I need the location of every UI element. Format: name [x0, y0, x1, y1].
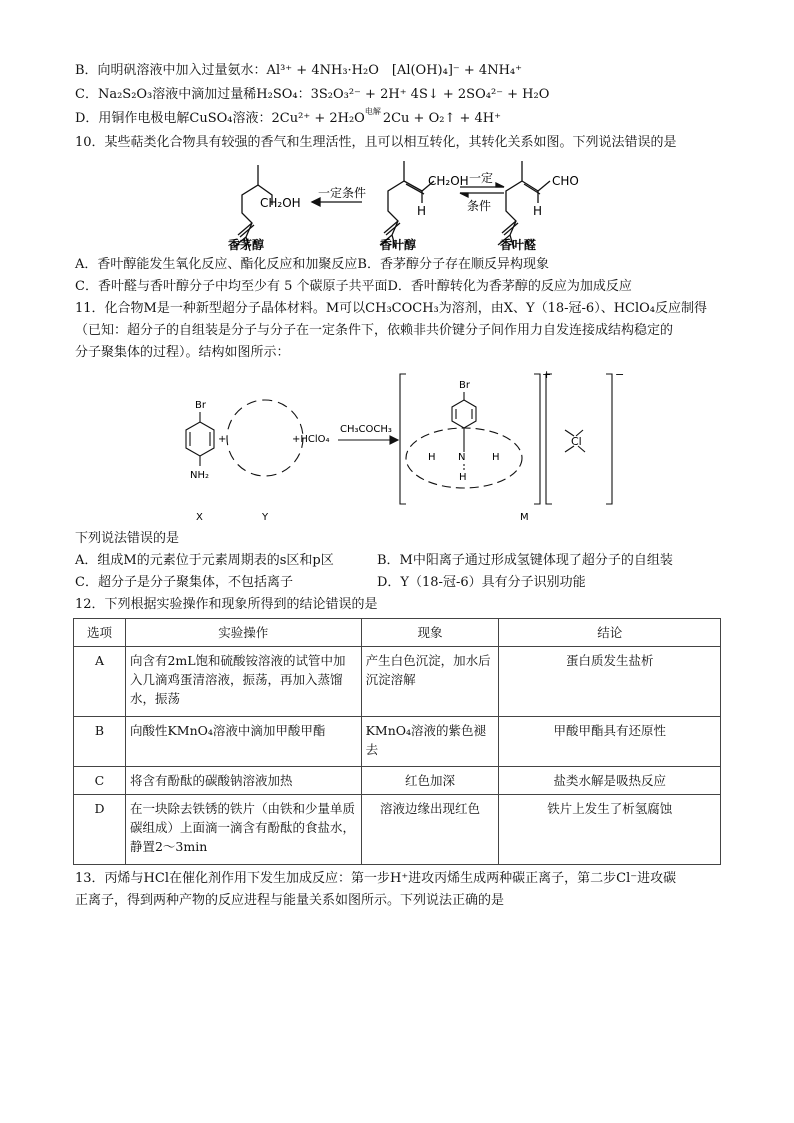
perchlorate-cl: Cl	[571, 435, 582, 448]
m-br: Br	[459, 380, 470, 391]
q11-question: 下列说法错误的是	[75, 531, 180, 546]
header-phenomenon: 现象	[361, 619, 499, 647]
header-conclusion: 结论	[499, 619, 721, 647]
geraniol-h: H	[417, 204, 427, 218]
q10-stem: 10．某些萜类化合物具有较强的香气和生理活性，且可以相互转化，其转化关系如图。下列说法错误的是	[75, 135, 677, 150]
row-conclusion: 蛋白质发生盐析	[499, 647, 721, 717]
row-operation: 将含有酚酞的碳酸钠溶液加热	[125, 767, 361, 795]
cation-charge: +	[542, 370, 552, 381]
label-y: Y	[262, 512, 269, 523]
q12-experiment-table	[73, 618, 721, 865]
table-row	[74, 647, 721, 717]
q9-option-d	[75, 107, 501, 128]
row-operation: 在一块除去铁锈的铁片（由铁和少量单质碳组成）上面滴一滴含有酚酞的食盐水，静置2～3min	[125, 795, 361, 865]
q9-option-d-left: D．用铜作电极电解CuSO₄溶液：2Cu²⁺ + 2H₂O	[75, 111, 365, 126]
row-phenomenon: 红色加深	[361, 767, 499, 795]
table-row	[74, 767, 721, 795]
table-row	[74, 717, 721, 767]
row-conclusion: 铁片上发生了析氢腐蚀	[499, 795, 721, 865]
q10-terpene-figure	[220, 155, 620, 255]
m-n: N	[458, 452, 466, 463]
row-conclusion: 甲酸甲酯具有还原性	[499, 717, 721, 767]
q11-option-b: B．M中阳离子通过形成氢键体现了超分子的自组装	[377, 553, 673, 568]
label-x: X	[196, 512, 203, 523]
q10-option-c: C．香叶醛与香叶醇分子中均至少有 5 个碳原子共平面	[75, 279, 388, 294]
q9-option-c: C．Na₂S₂O₃溶液中滴加过量稀H₂SO₄：3S₂O₃²⁻ + 2H⁺ 4S↓ + 2SO₄²⁻ + H₂O	[75, 87, 550, 102]
q10-options-cd	[75, 278, 632, 296]
x-nh2: NH₂	[190, 470, 210, 481]
q12-stem: 12．下列根据实验操作和现象所得到的结论错误的是	[75, 597, 378, 612]
q11-stem-line3: 分子聚集体的过程）。结构如图所示：	[75, 345, 290, 360]
m-h-left: H	[428, 452, 436, 463]
row-phenomenon: 产生白色沉淀，加水后沉淀溶解	[361, 647, 499, 717]
q10-option-b: B．香茅醇分子存在顺反异构现象	[357, 257, 549, 272]
header-operation: 实验操作	[125, 619, 361, 647]
arrow2-condition-top: 一定	[469, 171, 494, 185]
m-h: H	[459, 472, 467, 483]
anion-charge: −	[615, 370, 625, 381]
q9-option-b: B．向明矾溶液中加入过量氨水：Al³⁺ + 4NH₃·H₂O [Al(OH)₄]⁻ + 4NH₄⁺	[75, 63, 522, 78]
name-geraniol: 香叶醇	[380, 238, 417, 252]
x-br: Br	[195, 400, 206, 411]
name-citronellol: 香茅醇	[228, 238, 265, 252]
geranial-cho: CHO	[552, 174, 579, 188]
table-row	[74, 795, 721, 865]
citronellol-ch2oh: CH₂OH	[260, 196, 301, 210]
geraniol-ch2oh: CH₂OH	[428, 174, 469, 188]
q11-option-a: A．组成M的元素位于元素周期表的s区和p区	[75, 553, 334, 568]
q11-stem-line2: （已知：超分子的自组装是分子与分子在一定条件下，依赖非共价键分子间作用力自发连接成结构稳定的	[75, 323, 674, 338]
plus-sign-1: +	[218, 434, 227, 445]
q9-option-d-condition: 电解	[364, 107, 381, 116]
row-operation: 向含有2mL饱和硫酸铵溶液的试管中加入几滴鸡蛋清溶液，振荡，再加入蒸馏水，振荡	[125, 647, 361, 717]
geranial-h: H	[533, 204, 543, 218]
q10-option-a: A．香叶醇能发生氧化反应、酯化反应和加聚反应	[75, 257, 358, 272]
q13-stem-line1: 13．丙烯与HCl在催化剂作用下发生加成反应：第一步H⁺进攻丙烯生成两种碳正离子，第二步Cl⁻进攻碳	[75, 871, 677, 886]
q11-option-d: D．Y（18-冠-6）具有分子识别功能	[377, 575, 586, 590]
row-option: B	[74, 717, 126, 767]
q11-supramolecule-figure	[160, 370, 640, 528]
q11-stem-line1: 11．化合物M是一种新型超分子晶体材料。M可以CH₃COCH₃为溶剂，由X、Y（18-冠-6）、HClO₄反应制得	[75, 301, 708, 316]
row-phenomenon: 溶液边缘出现红色	[361, 795, 499, 865]
row-option: A	[74, 647, 126, 717]
q10-option-d: D．香叶醇转化为香茅醇的反应为加成反应	[387, 279, 632, 294]
row-conclusion: 盐类水解是吸热反应	[499, 767, 721, 795]
name-geranial: 香叶醛	[500, 238, 537, 252]
q11-option-c: C．超分子是分子聚集体，不包括离子	[75, 575, 293, 590]
header-option: 选项	[74, 619, 126, 647]
q9-option-d-right: 2Cu + O₂↑ + 4H⁺	[382, 111, 501, 126]
arrow2-condition-bottom: 条件	[467, 199, 492, 213]
label-m: M	[520, 512, 529, 523]
row-option: D	[74, 795, 126, 865]
q10-options-ab	[75, 256, 549, 274]
q13-stem-line2: 正离子，得到两种产物的反应进程与能量关系如图所示。下列说法正确的是	[75, 893, 505, 908]
plus-hclo4: +HClO₄	[292, 434, 330, 445]
solvent-label: CH₃COCH₃	[340, 424, 392, 435]
row-operation: 向酸性KMnO₄溶液中滴加甲酸甲酯	[125, 717, 361, 767]
row-option: C	[74, 767, 126, 795]
row-phenomenon: KMnO₄溶液的紫色褪去	[361, 717, 499, 767]
table-header-row	[74, 619, 721, 647]
m-h-right: H	[492, 452, 500, 463]
arrow1-condition: 一定条件	[318, 186, 367, 200]
